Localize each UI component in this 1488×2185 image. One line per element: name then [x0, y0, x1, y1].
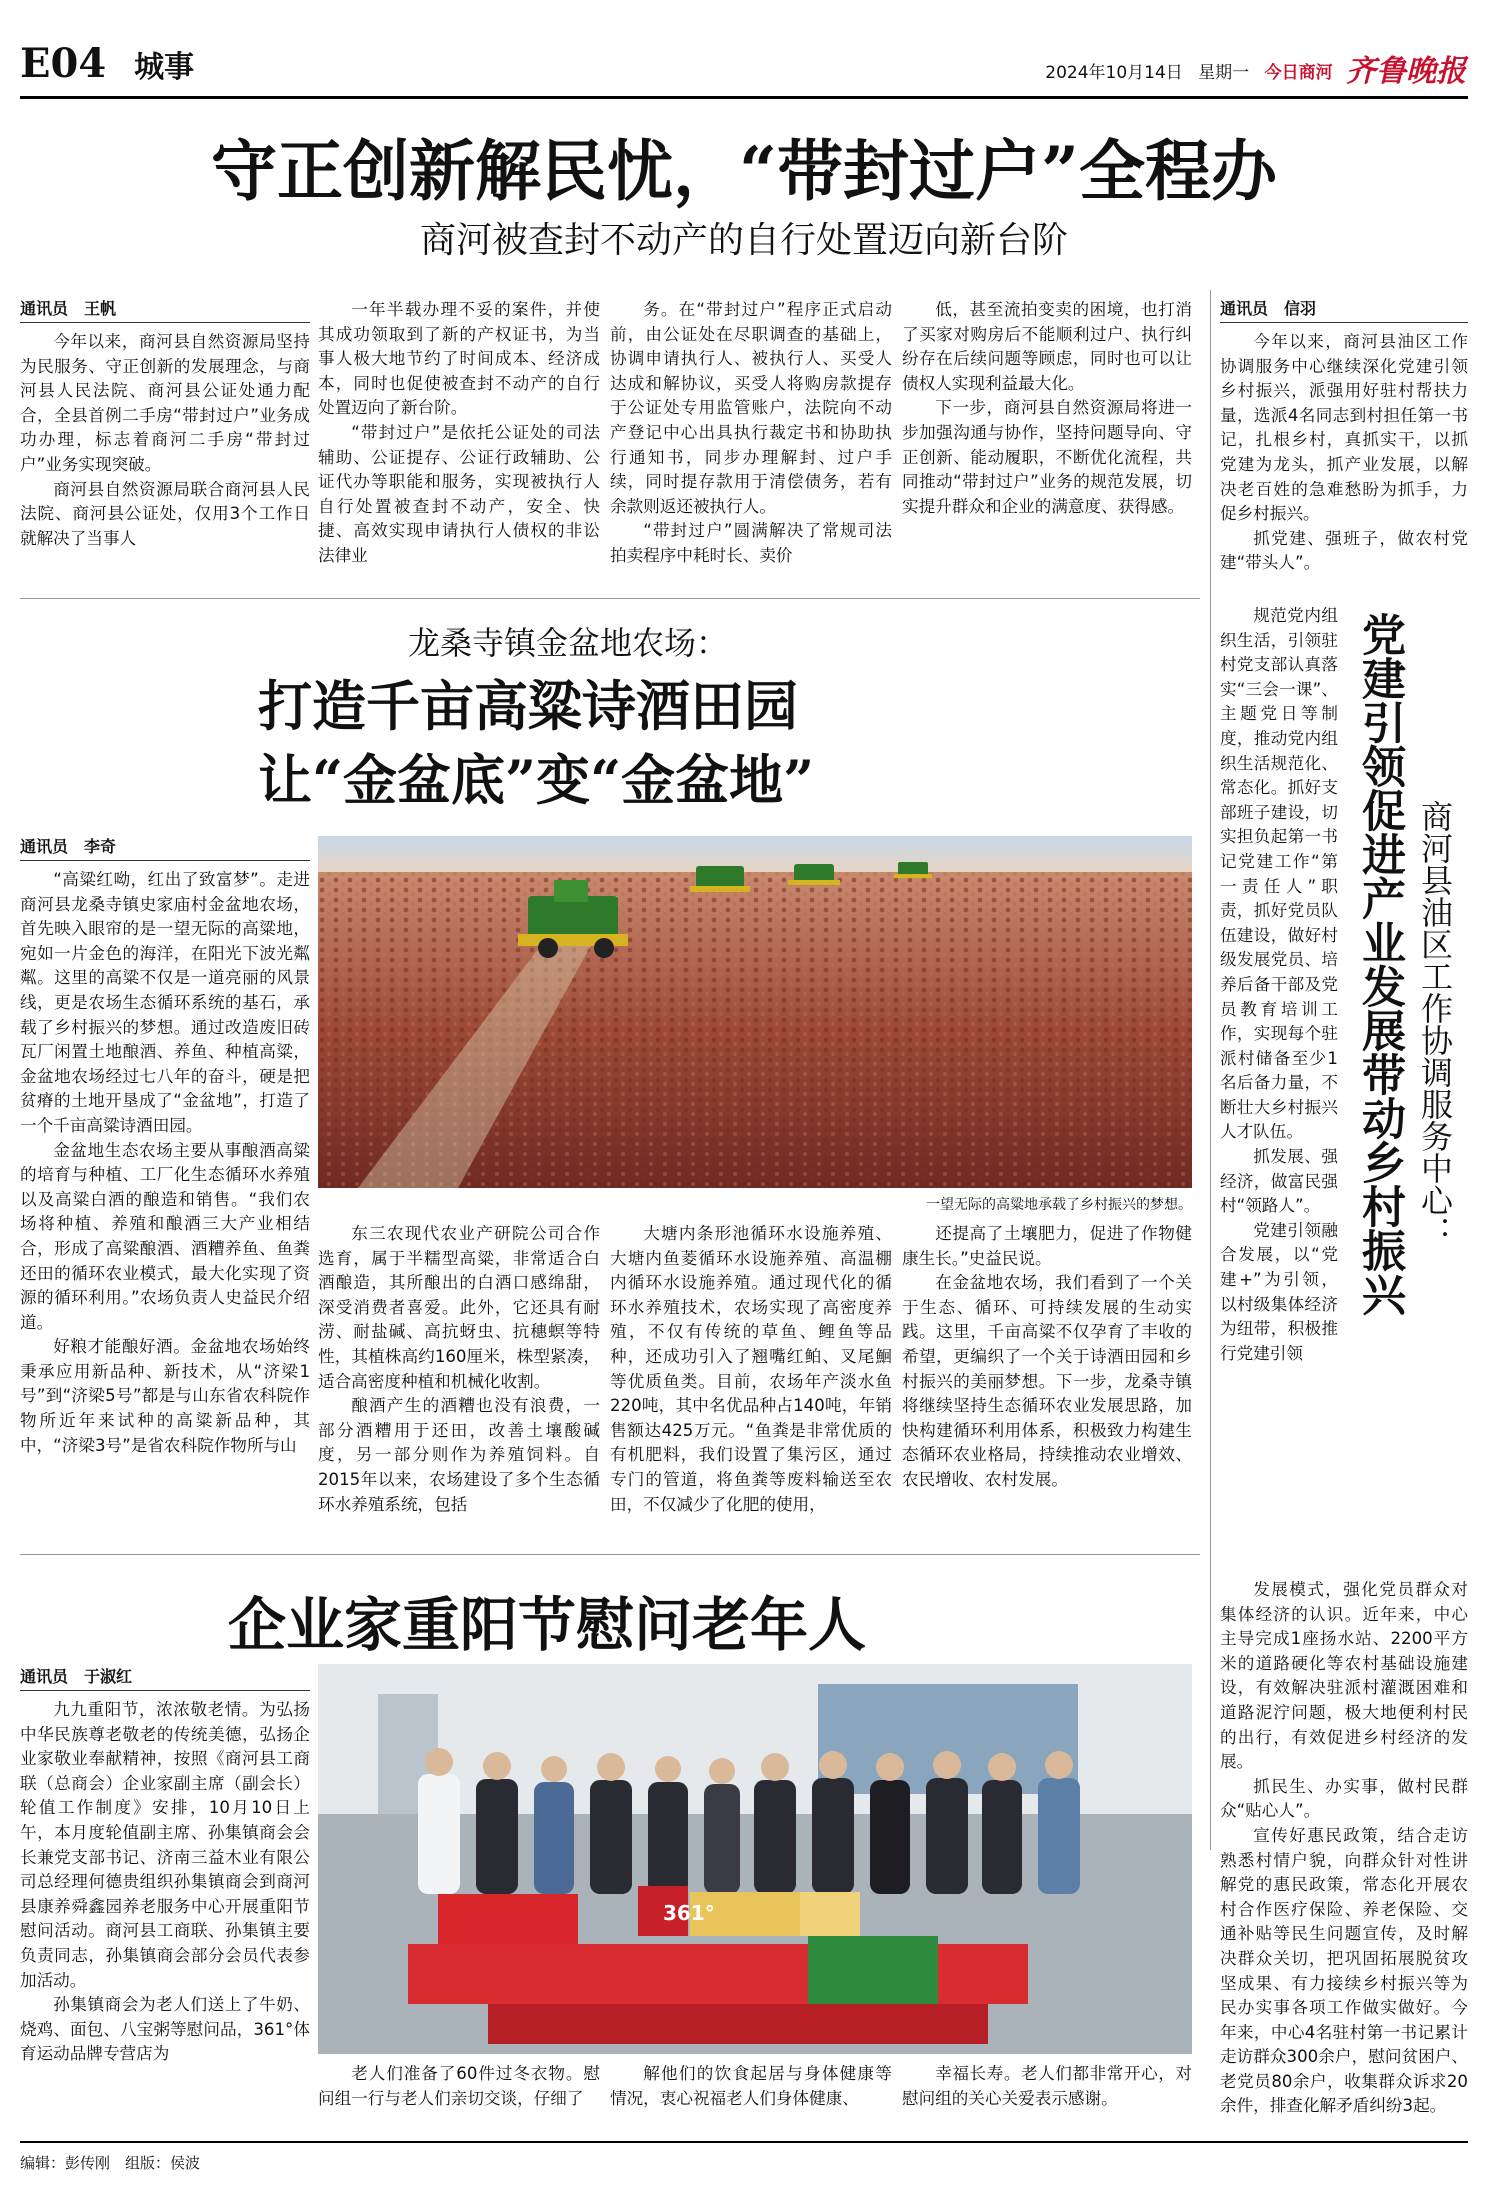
article2-col2	[318, 1222, 600, 1538]
article4-subtitle: 商河县油区工作协调服务中心：	[1416, 800, 1454, 1248]
sorghum-field-image	[318, 836, 1192, 1188]
paragraph: 抓民生、办实事，做村民群众“贴心人”。	[1220, 1776, 1468, 1821]
paragraph: 务。在“带封过户”程序正式启动前，由公证处在尽职调查的基础上，协调申请执行人、被执行人、买受人达成和解协议，买受人将购房款提存于公证处专用监管账户，法院向不动产登记中心出具执行裁定书和协助执行通知书，同步办理解封、过户手续，同时提存款用于清偿债务，若有余款则返还被执行人。	[610, 300, 892, 516]
sorghum-field-photo	[318, 836, 1192, 1188]
article4-narrow-text	[1220, 604, 1338, 1574]
section-code: E04	[20, 40, 107, 87]
article4-bottom-text	[1220, 1578, 1468, 2118]
article4-title: 党建引领促进产业发展带动乡村振兴	[1354, 612, 1405, 1316]
paragraph: 金盆地生态农场主要从事酿酒高粱的培育与种植、工厂化生态循环水养殖以及高粱白酒的酿造和销售。“我们农场将种植、养殖和酿酒三大产业相结合，形成了高粱酿酒、酒糟养鱼、鱼粪还田的循环农业模式，最大化实现了资源的循环利用。”农场负责人史益民介绍道。	[20, 1140, 310, 1332]
article2-col1	[20, 868, 310, 1538]
paragraph: 宣传好惠民政策，结合走访熟悉村情户貌，向群众针对性讲解党的惠民政策，常态化开展农村合作医疗保险、养老保险、交通补贴等民生问题宣传，及时解决群众关切，把巩固拓展脱贫攻坚成果、有力接续乡村振兴等为民办实事各项工作做实做好。今年来，中心4名驻村第一书记累计走访群众300余户，慰问贫困户、老党员80余户，收集群众诉求20余件，排查化解矛盾纠纷3起。	[1220, 1825, 1468, 2116]
article1-title: 守正创新解民忧，“带封过户”全程办	[211, 132, 1277, 210]
edition-name: 今日商河	[1264, 63, 1333, 83]
article1-col2	[318, 298, 600, 586]
paragraph: 抓发展、强经济，做富民强村“领路人”。	[1220, 1147, 1338, 1216]
photo-caption: 一望无际的高粱地承载了乡村振兴的梦想。	[926, 1197, 1192, 1213]
header-rule	[20, 96, 1468, 99]
harvester-2	[690, 866, 750, 892]
article2-title-line1: 打造千亩高粱诗酒田园	[258, 674, 798, 738]
article3-title: 企业家重阳节慰问老年人	[228, 1591, 867, 1659]
paragraph: 东三农现代农业产研院公司合作选育，属于半糯型高粱，非常适合白酒酿造，其所酿出的白酒口感绵甜，深受消费者喜爱。此外，它还具有耐涝、耐盐碱、高抗蚜虫、抗穗螟等特性，其植株高约160厘米，株型紧凑，适合高密度种植和机械化收割。	[318, 1224, 600, 1391]
paragraph: 大塘内条形池循环水设施养殖、大塘内鱼菱循环水设施养殖、高温棚内循环水设施养殖。通过现代化的循环水养殖技术，农场实现了高密度养殖，不仅有传统的草鱼、鲤鱼等品种，还成功引入了翘嘴红鲌、叉尾鮰等优质鱼类。目前，农场年产淡水鱼220吨，其中名优品种占140吨，年销售额达425万元。“鱼粪是非常优质的有机肥料，我们设置了集污区，通过专门的管道，将鱼粪等废料输送至农田，不仅减少了化肥的使用，	[610, 1224, 892, 1514]
paragraph: “高粱红呦，红出了致富梦”。走进商河县龙桑寺镇史家庙村金盆地农场，首先映入眼帘的是一望无际的高粱地，宛如一片金色的海洋，在阳光下波光粼粼。这里的高粱不仅是一道亮丽的风景线，更是农场生态循环系统的基石，承载了乡村振兴的梦想。通过改造废旧砖瓦厂闲置土地酿酒、养鱼、种植高粱，金盆地农场经过七八年的奋斗，硬是把贫瘠的土地开垦成了“金盆地”，打造了一个千亩高粱诗酒田园。	[20, 870, 310, 1135]
issue-weekday: 星期一	[1198, 63, 1250, 83]
article2-byline: 通讯员 李奇	[20, 834, 310, 861]
paragraph: 商河县自然资源局联合商河县人民法院、商河县公证处，仅用3个工作日就解决了当事人	[20, 479, 310, 548]
paragraph: 规范党内组织生活，引领驻村党支部认真落实“三会一课”、主题党日等制度，推动党内组织生活规范化、常态化。抓好支部班子建设，切实担负起第一书记党建工作“第一责任人”职责，抓好党员队伍建设，做好村级发展党员、培养后备干部及党员教育培训工作，实现每个驻派村储备至少1名后备力量，不断壮大乡村振兴人才队伍。	[1220, 606, 1338, 1142]
article2-title-line2: 让“金盆底”变“金盆地”	[258, 748, 815, 812]
article3-byline: 通讯员 于淑红	[20, 1664, 310, 1691]
section-name: 城事	[134, 50, 195, 85]
paragraph: 解他们的饮食起居与身体健康等情况，衷心祝福老人们身体健康、	[610, 2064, 892, 2108]
paragraph: “带封过户”圆满解决了常规司法拍卖程序中耗时长、卖价	[610, 521, 892, 565]
article1-subtitle: 商河被查封不动产的自行处置迈向新台阶	[419, 220, 1068, 261]
paragraph: 党建引领融合发展，以“党建+”为引领，以村级集体经济为纽带，积极推行党建引领	[1220, 1220, 1338, 1363]
right-column-rule	[1210, 290, 1211, 1850]
article3-col3	[610, 2062, 892, 2118]
harvester-4	[894, 862, 932, 878]
paragraph: 发展模式，强化党员群众对集体经济的认识。近年来，中心主导完成1座扬水站、2200平方米的道路硬化等农村基础设施建设，有效解决驻派村灌溉困难和道路泥泞问题，极大地便利村民的出行，有效促进乡村经济的发展。	[1220, 1580, 1468, 1772]
paragraph: “带封过户”是依托公证处的司法辅助、公证提存、公证行政辅助、公证代办等职能和服务，实现被执行人自行处置被查封不动产，安全、快捷、高效实现申请执行人债权的非讼法律业	[318, 422, 600, 565]
article1-col3	[610, 298, 892, 586]
harvester-3	[788, 864, 840, 885]
issue-date: 2024年10月14日	[1045, 63, 1183, 83]
article3-col2	[318, 2062, 600, 2118]
paragraph: 下一步，商河县自然资源局将进一步加强沟通与协作，坚持问题导向、守正创新、能动履职，不断优化流程，共同推动“带封过户”业务的规范发展，切实提升群众和企业的满意度、获得感。	[902, 398, 1192, 516]
paragraph: 抓党建、强班子，做农村党建“带头人”。	[1220, 528, 1468, 573]
paragraph: 好粮才能酿好酒。金盆地农场始终秉承应用新品种、新技术，从“济梁1号”到“济梁5号”都是与山东省农科院作物所近年来试种的高粱新品种，其中，“济梁3号”是省农科院作物所与山	[20, 1337, 310, 1455]
article2-col4	[902, 1222, 1192, 1538]
paragraph: 酿酒产生的酒糟也没有浪费，一部分酒糟用于还田，改善土壤酸碱度，另一部分则作为养殖饲料。自2015年以来，农场建设了多个生态循环水养殖系统，包括	[318, 1396, 600, 1514]
article1-col1	[20, 330, 310, 586]
paragraph: 今年以来，商河县自然资源局坚持为民服务、守正创新的发展理念，与商河县人民法院、商河县公证处通力配合，全县首例二手房“带封过户”业务成功办理，标志着商河二手房“带封过户”业务实现突破。	[20, 332, 310, 474]
article1-col4	[902, 298, 1192, 586]
article1-byline: 通讯员 王帆	[20, 296, 310, 323]
paragraph: 低，甚至流拍变卖的困境，也打消了买家对购房后不能顺利过户、执行纠纷存在后续问题等顾虑，同时也可以让债权人实现利益最大化。	[902, 300, 1192, 393]
paragraph: 在金盆地农场，我们看到了一个关于生态、循环、可持续发展的生动实践。这里，千亩高粱不仅孕育了丰收的希望，更编织了一个关于诗酒田园和乡村振兴的美丽梦想。下一步，龙桑寺镇将继续坚持生态循环农业发展思路，加快构建循环利用体系，积极致力构建生态循环农业格局，持续推动农业增效、农民增收、农村发展。	[902, 1273, 1192, 1489]
paragraph: 孙集镇商会为老人们送上了牛奶、烧鸡、面包、八宝粥等慰问品，361°体育运动品牌专营店为	[20, 1995, 310, 2064]
paragraph: 九九重阳节，浓浓敬老情。为弘扬中华民族尊老敬老的传统美德，弘扬企业家敬业奉献精神，按照《商河县工商联（总商会）企业家副主席（副会长）轮值工作制度》安排，10月10日上午，本月度轮值副主席、孙集镇商会会长兼党支部书记、济南三益木业有限公司总经理何德贵组织孙集镇商会到商河县康养舜鑫园养老服务中心开展重阳节慰问活动。商河县工商联、孙集镇主要负责同志，孙集镇商会部分会员代表参加活动。	[20, 1700, 310, 1990]
newspaper-logo: 齐鲁晚报	[1346, 54, 1466, 89]
article2-bottom-rule	[20, 1554, 1200, 1555]
footer-rule	[20, 2141, 1468, 2143]
group-photo	[318, 1664, 1192, 2054]
section-header	[20, 40, 194, 87]
article3-col1	[20, 1698, 310, 2118]
paragraph: 一年半载办理不妥的案件，并使其成功领取到了新的产权证书，为当事人极大地节约了时间成本、经济成本，同时也促使被查封不动产的自行处置迈向了新台阶。	[318, 300, 600, 418]
page-footer: 编辑：彭传刚 组版：侯波	[20, 2154, 201, 2172]
paragraph: 还提高了土壤肥力，促进了作物健康生长。”史益民说。	[902, 1224, 1192, 1268]
article3-col4	[902, 2062, 1192, 2118]
article2-col3	[610, 1222, 892, 1538]
paragraph: 老人们准备了60件过冬衣物。慰问组一行与老人们亲切交谈，仔细了	[318, 2064, 600, 2108]
group-photo-image	[318, 1664, 1192, 2054]
paragraph: 幸福长寿。老人们都非常开心，对慰问组的关心关爱表示感谢。	[902, 2064, 1192, 2108]
gift-brand-label: 361°	[663, 1901, 715, 1925]
paragraph: 今年以来，商河县油区工作协调服务中心继续深化党建引领乡村振兴，派强用好驻村帮扶力量，选派4名同志到村担任第一书记，扎根乡村，真抓实干，以抓党建为龙头，抓产业发展，以解决老百姓的急难愁盼为抓手，力促乡村振兴。	[1220, 332, 1468, 524]
article1-bottom-rule	[20, 598, 1200, 599]
masthead-info	[1045, 46, 1466, 90]
article4-top-text	[1220, 330, 1468, 600]
article2-kicker: 龙桑寺镇金盆地农场：	[408, 624, 729, 662]
article4-byline: 通讯员 信羽	[1220, 296, 1468, 323]
